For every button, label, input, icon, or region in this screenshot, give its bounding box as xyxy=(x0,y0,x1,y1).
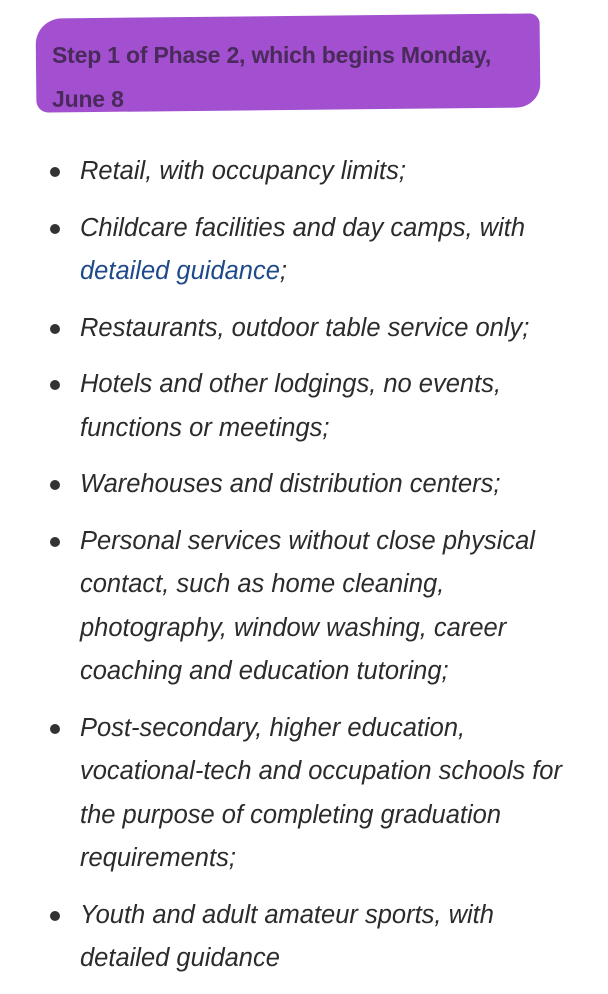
list-item-retail xyxy=(0,150,608,194)
list-item-text: Youth and adult amateur sports, with detailed guidance xyxy=(80,900,494,972)
detailed-guidance-link[interactable]: detailed guidance xyxy=(80,257,280,285)
list-item-warehouses xyxy=(0,463,608,507)
list-item-text: Retail, with occupancy limits; xyxy=(80,157,406,185)
section-heading: Step 1 of Phase 2, which begins Monday, June 8 xyxy=(52,42,492,112)
list-item-hotels xyxy=(0,363,608,450)
bullet-icon xyxy=(50,537,60,547)
bullet-icon xyxy=(50,480,60,490)
list-item-text: Post-secondary, higher education, vocational-tech and occupation schools for the purpose of completing graduation requirements; xyxy=(80,713,562,872)
bullet-icon xyxy=(50,167,60,177)
list-item-text-end: ; xyxy=(279,257,288,285)
reopening-list xyxy=(0,150,608,994)
list-item-text: Childcare facilities and day camps, with xyxy=(80,213,526,242)
list-item-post-secondary xyxy=(0,707,608,881)
list-item-childcare xyxy=(0,207,608,294)
bullet-icon xyxy=(50,724,60,734)
bullet-icon xyxy=(50,380,60,390)
list-item-text: Restaurants, outdoor table service only; xyxy=(80,313,530,342)
list-item-youth-sports xyxy=(0,894,608,981)
list-item-restaurants xyxy=(0,307,608,351)
list-item-text: Personal services without close physical contact, such as home cleaning, photography, window washing, career coaching and education tutoring; xyxy=(80,526,535,685)
list-item-personal-services xyxy=(0,520,608,694)
bullet-icon xyxy=(50,911,60,921)
list-item-text: Hotels and other lodgings, no events, functions or meetings; xyxy=(80,370,502,442)
bullet-icon xyxy=(50,324,60,334)
bullet-icon xyxy=(50,224,60,234)
list-item-text: Warehouses and distribution centers; xyxy=(80,470,501,498)
